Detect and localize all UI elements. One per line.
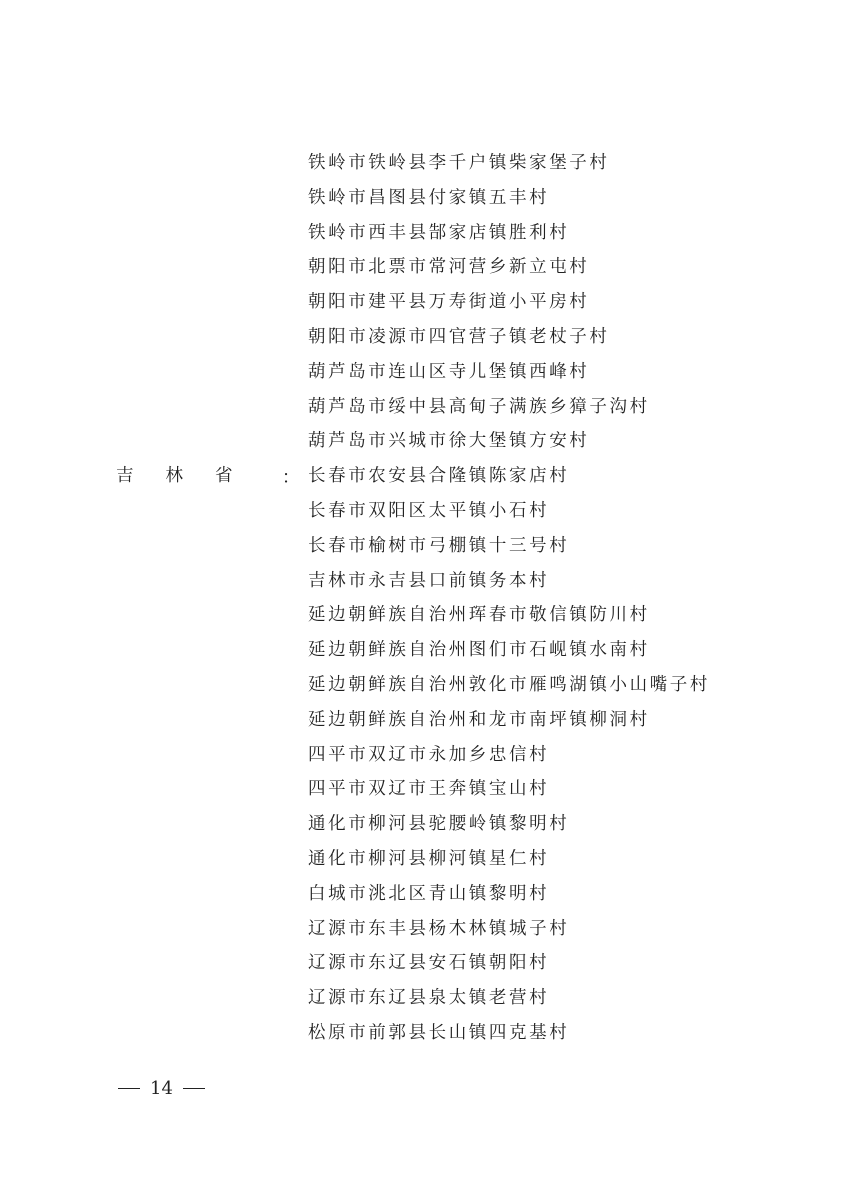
- list-item: 辽源市东辽县泉太镇老营村: [308, 988, 550, 1009]
- list-item: 四平市双辽市王奔镇宝山村: [308, 779, 550, 800]
- village-list: [308, 146, 710, 1051]
- list-item: 延边朝鲜族自治州敦化市雁鸣湖镇小山嘴子村: [308, 674, 710, 695]
- list-item: 葫芦岛市兴城市徐大堡镇方安村: [308, 431, 590, 452]
- list-item: 铁岭市铁岭县李千户镇柴家堡子村: [308, 153, 610, 173]
- list-item: 四平市双辽市永加乡忠信村: [308, 744, 550, 765]
- list-item: 延边朝鲜族自治州图们市石岘镇水南村: [308, 640, 650, 661]
- list-item: 通化市柳河县驼腰岭镇黎明村: [308, 814, 570, 835]
- list-item: 吉林市永吉县口前镇务本村: [308, 570, 550, 591]
- list-item: 葫芦岛市绥中县高甸子满族乡獐子沟村: [308, 396, 650, 417]
- footer-dash-left: [118, 1088, 140, 1089]
- list-item: 松原市前郭县长山镇四克基村: [308, 1022, 570, 1043]
- list-item: 辽源市东辽县安石镇朝阳村: [308, 953, 550, 974]
- list-item: 长春市农安县合隆镇陈家店村: [308, 466, 570, 487]
- province-label: [116, 459, 300, 494]
- page-footer: [118, 1078, 205, 1099]
- list-item: 朝阳市建平县万寿街道小平房村: [308, 292, 590, 313]
- page-number: 14: [150, 1078, 173, 1099]
- list-item: 辽源市东丰县杨木林镇城子村: [308, 918, 570, 939]
- list-item: 延边朝鲜族自治州珲春市敬信镇防川村: [308, 605, 650, 626]
- list-item: 朝阳市北票市常河营乡新立屯村: [308, 257, 590, 278]
- list-item: 朝阳市凌源市四官营子镇老杖子村: [308, 326, 610, 347]
- list-item: 葫芦岛市连山区寺儿堡镇西峰村: [308, 361, 590, 382]
- footer-dash-right: [183, 1088, 205, 1089]
- list-item: 延边朝鲜族自治州和龙市南坪镇柳洞村: [308, 709, 650, 730]
- list-item: 铁岭市昌图县付家镇五丰村: [308, 187, 550, 208]
- list-item: 长春市双阳区太平镇小石村: [308, 500, 550, 521]
- list-item: 长春市榆树市弓棚镇十三号村: [308, 535, 570, 556]
- list-item: 铁岭市西丰县郜家店镇胜利村: [308, 222, 570, 243]
- province-name: 吉林省: [116, 466, 265, 486]
- province-colon: ：: [282, 468, 300, 488]
- list-item: 白城市洮北区青山镇黎明村: [308, 883, 550, 904]
- list-item: 通化市柳河县柳河镇星仁村: [308, 848, 550, 869]
